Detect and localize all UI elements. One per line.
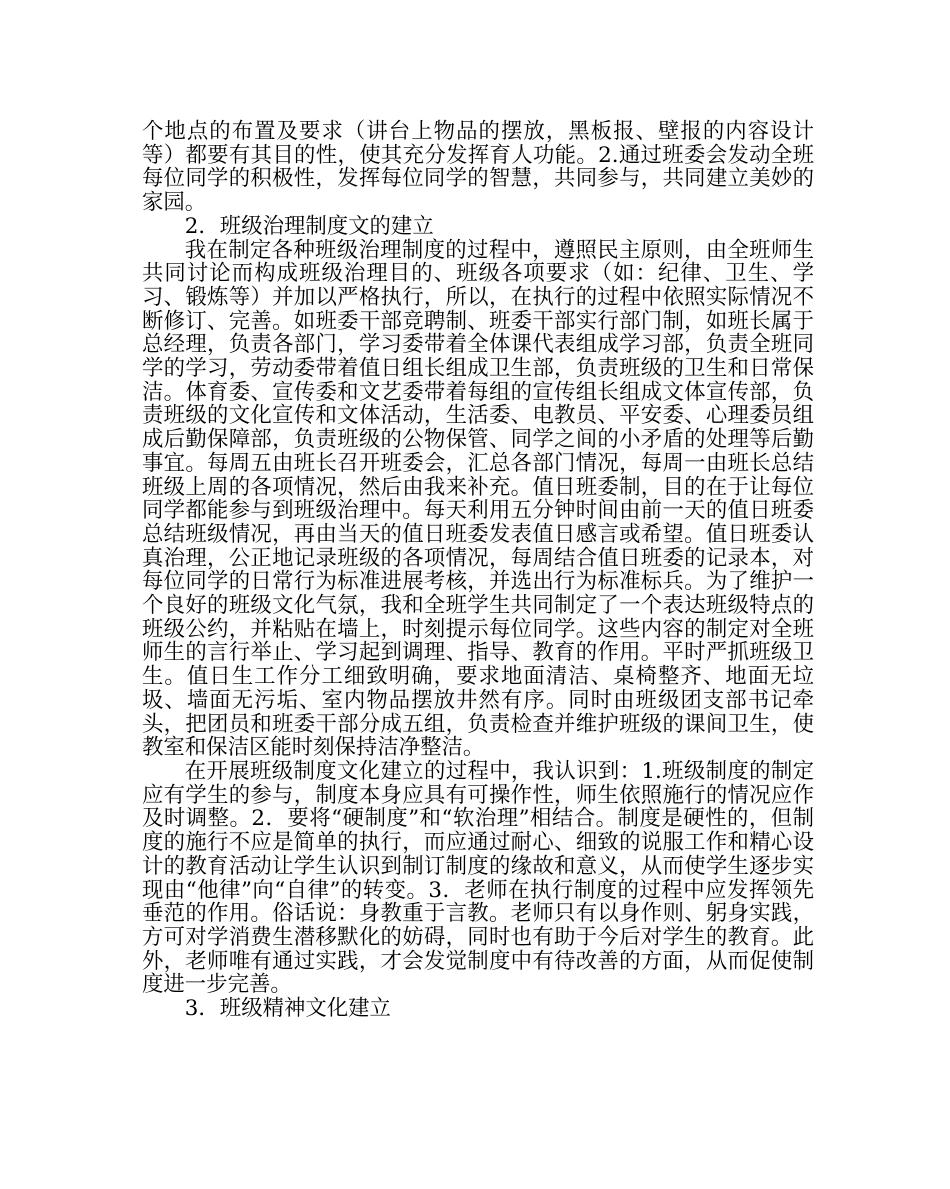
document-body: [142, 120, 814, 1021]
paragraph-lessons-learned: 在开展班级制度文化建立的过程中，我认识到：1.班级制度的制定应有学生的参与，制度本身应具有可操作性，师生依照施行的情况应作及时调整。2．要将“硬制度”和“软治理”相结合。制度是硬性的，但制度的施行不应是简单的执行，而应通过耐心、细致的说服工作和精心设计的教育活动让学生认识到制订制度的缘故和意义，从而使学生逐步实现由“他律”向“自律”的转变。3．老师在执行制度的过程中应发挥领先垂范的作用。俗话说：身教重于言教。老师只有以身作则、躬身实践，方可对学消费生潜移默化的妨碍，同时也有助于今后对学生的教育。此外，老师唯有通过实践，才会发觉制度中有待改善的方面，从而促使制度进一步完善。: [142, 758, 814, 998]
section-heading-2: 2．班级治理制度文的建立: [184, 213, 434, 239]
section-heading-3: 3．班级精神文化建立: [184, 996, 391, 1022]
paragraph-continuation: 个地点的布置及要求（讲台上物品的摆放，黑板报、壁报的内容设计等）都要有其目的性，使其充分发挥育人功能。2.通过班委会发动全班每位同学的积极性，发挥每位同学的智慧，共同参与，共同建立美妙的家园。: [142, 119, 814, 216]
paragraph-system-construction: 我在制定各种班级治理制度的过程中，遵照民主原则，由全班师生共同讨论而构成班级治理目的、班级各项要求（如：纪律、卫生、学习、锻炼等）并加以严格执行，所以，在执行的过程中依照实际情况不断修订、完善。如班委干部竞聘制、班委干部实行部门制，如班长属于总经理，负责各部门，学习委带着全体课代表组成学习部，负责全班同学的学习，劳动委带着值日组长组成卫生部，负责班级的卫生和日常保洁。体育委、宣传委和文艺委带着每组的宣传组长组成文体宣传部，负责班级的文化宣传和文体活动，生活委、电教员、平安委、心理委员组成后勤保障部，负责班级的公物保管、同学之间的小矛盾的处理等后勤事宜。每周五由班长召开班委会，汇总各部门情况，每周一由班长总结班级上周的各项情况，然后由我来补充。值日班委制，目的在于让每位同学都能参与到班级治理中。每天利用五分钟时间由前一天的值日班委总结班级情况，再由当天的值日班委发表值日感言或希望。值日班委认真治理，公正地记录班级的各项情况，每周结合值日班委的记录本，对每位同学的日常行为标准进展考核，并选出行为标准标兵。为了维护一个良好的班级文化气氛，我和全班学生共同制定了一个表达班级特点的班级公约，并粘贴在墙上，时刻提示每位同学。这些内容的制定对全班师生的言行举止、学习起到调理、指导、教育的作用。平时严抓班级卫生。值日生工作分工细致明确，要求地面清洁、桌椅整齐、地面无垃圾、墙面无污垢、室内物品摆放井然有序。同时由班级团支部书记牵头，把团员和班委干部分成五组，负责检查并维护班级的课间卫生，使教室和保洁区能时刻保持洁净整洁。: [142, 237, 814, 761]
